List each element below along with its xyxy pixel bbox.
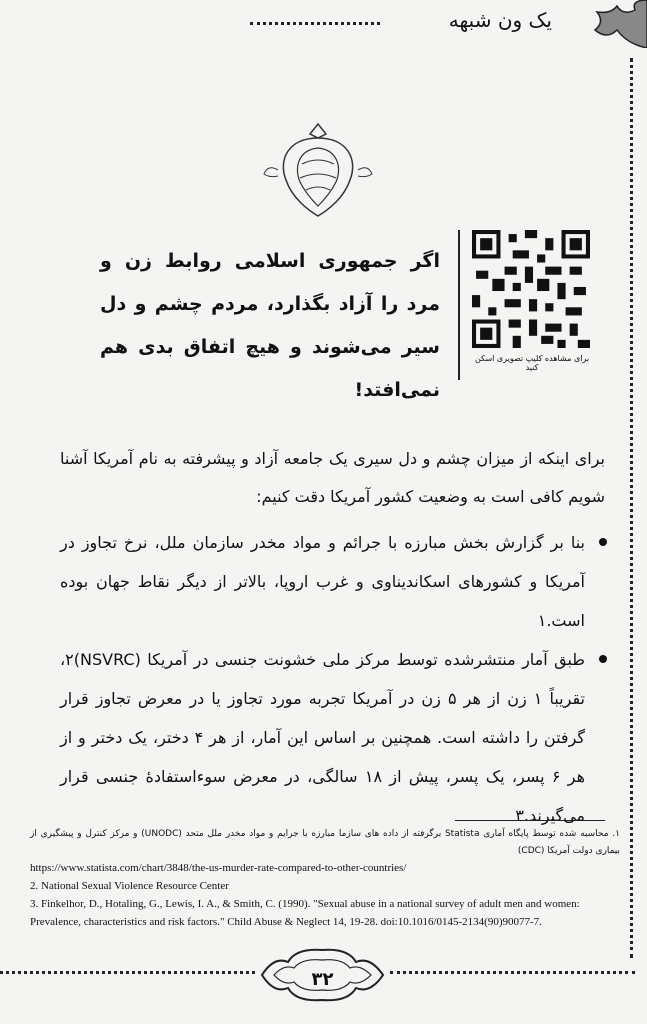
callout-statement: اگر جمهوری اسلامی روابط زن و مرد را آزاد بگذارد، مردم چشم و دل سیر می‌شوند و هیچ اتفاق بدی هم نمی‌افتد! (100, 250, 440, 401)
qr-code-icon[interactable] (472, 230, 590, 348)
footnote-1-url[interactable]: https://www.statista.com/chart/3848/the-us-murder-rate-compared-to-other-countries/ (30, 862, 407, 874)
bullet-text: طبق آمار منتشرشده توسط مرکز ملی خشونت جنسی در آمریکا (NSVRC)۲، تقریباً ۱ زن از هر ۵ زن در آمریکا تجربه مورد تجاوز یا در معرض تجاوز قرار گرفتن را داشته است. همچنین بر اساس این آمار، از هر ۴ دختر، یک دختر و از هر ۶ پسر، یک پسر، پیش از ۱۸ سالگی، در معرض سوءاستفادهٔ جنسی قرار می‌گیرند.۳ (60, 650, 586, 825)
running-header-title: یک ون شبهه (448, 8, 552, 32)
page-number: ۳۲ (311, 969, 334, 990)
qr-code-panel[interactable] (458, 230, 612, 380)
footnote-1: ۱. محاسبه شده توسط پایگاه آماری Statista برگرفته از داده های سازما مبارزه با جرایم و مواد مخدر ملل متحد (UNODC) و مرکز کنترل و پیشگیری از بیماری دولت آمریکا (CDC) (30, 829, 620, 856)
header-dotted-line (250, 22, 380, 25)
footnote-2: 2. National Sexual Violence Resource Center (30, 880, 229, 892)
footnote-separator (455, 820, 605, 821)
bullet-icon (599, 538, 607, 546)
decorative-ornament-icon (258, 120, 378, 220)
bullet-item (60, 523, 585, 640)
corner-ornament-icon (587, 0, 647, 48)
bullet-item (60, 640, 585, 835)
right-dotted-border (630, 58, 633, 958)
footnote-3: 3. Finkelhor, D., Hotaling, G., Lewis, I. A., & Smith, C. (1990). "Sexual abuse in a national survey of adult men and women: Prevalence, characteristics and risk factors." Child Abuse & Neglect 14, 19-28. doi:10.1016/0145-2134(90)90077-7. (30, 898, 580, 928)
bottom-dotted-border-right (390, 971, 635, 974)
bullet-text: بنا بر گزارش بخش مبارزه با جرائم و مواد مخدر سازمان ملل، نرخ تجاوز در آمریکا و کشورهای اسکاندیناوی و غرب اروپا، بالاتر از دیگر نقاط جهان بوده است.۱ (60, 533, 585, 630)
bottom-dotted-border-left (0, 971, 255, 974)
intro-paragraph: برای اینکه از میزان چشم و دل سیری یک جامعه آزاد و پیشرفته به نام آمریکا آشنا شویم کافی است به وضعیت کشور آمریکا دقت کنیم: (60, 449, 605, 506)
bullet-icon (599, 655, 607, 663)
qr-caption: برای مشاهده کلیپ تصویری اسکن کنید (474, 354, 590, 372)
